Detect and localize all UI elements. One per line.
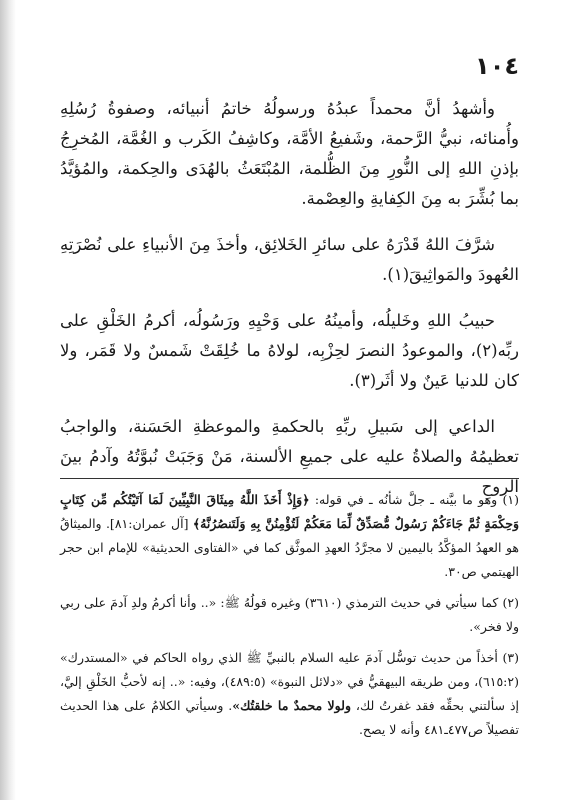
paragraph-1: وأشهدُ أنَّ محمداً عبدُهُ ورسولُهُ خاتمُ أنبيائه، وصفوةُ رُسُلِهِ وأُمنائه، نبيُّ الرَّحمة، وشَفيعُ الأمَّة، وكاشِفُ الكَرب و الغُمَّة، المُخرِجُ بإذنِ اللهِ إلى النُّورِ مِنَ الظُّلمة، المُبْتَعَثُ بالهُدَى والحِكمة، والمُؤيَّدُ بما بُشِّرَ به مِنَ الكِفايةِ والعِصْمة. bbox=[60, 99, 519, 208]
footnote-2: (٢) كما سيأتي في حديث الترمذي (٣٦١٠) وغيره قولُهُ ﷺ: «.. وأنا أكرمُ ولدِ آدمَ على ربي ولا فخر». bbox=[60, 595, 519, 634]
page-number: ١٠٤ bbox=[475, 52, 519, 80]
main-text bbox=[60, 94, 519, 518]
footnotes bbox=[60, 488, 519, 749]
paragraph-3: حبيبُ اللهِ وخَليلُه، وأمينُهُ على وَحْيِهِ ورَسُولُه، أكرمُ الخَلْقِ على ربِّه(٢)، والموعودُ النصرَ لحِزْبِه، لولاهُ ما خُلِقَتْ شَمسٌ ولا قَمَر، ولا كان للدنيا عَينٌ ولا أثَر(٣). bbox=[60, 311, 519, 390]
footnote-3-text: (٣) أخذاً من حديث توسُّل آدمَ عليه السلام بالنبيِّ ﷺ الذي رواه الحاكم في «المستدرك» (٦١٥:٢)، ومن طريقه البيهقيُّ في «دلائل النبوة» (٤٨٩:٥)، وفيه: «.. إنه لأحبُّ الخَلْقِ إليَّ، إذ سألتني بحقِّه فقد غفرتُ لك، bbox=[60, 650, 519, 713]
footnote-3-bold: ولولا محمدٌ ما خلقتُك» bbox=[232, 698, 351, 713]
footnote-separator bbox=[60, 478, 519, 479]
footnote-3-end: . وسيأتي الكلامُ على هذا الحديث تفصيلاً ص٤٧٧ـ٤٨١ وأنه لا يصح. bbox=[60, 698, 519, 737]
paragraph-4: الداعي إلى سَبيلِ ربِّهِ بالحكمةِ والموعظةِ الحَسَنة، والواجبُ تعظيمُهُ والصلاةُ عليه على جميعِ الألسنة، مَنْ وَجَبَتْ نُبوَّتُهُ وآدمُ بينَ الروحِ bbox=[60, 417, 519, 496]
footnote-1-rest: [آل عمران:٨١]. والميثاقُ هو العهدُ المؤكَّدُ باليمين لا مجرَّدُ العهدِ الموثَّق كما في «الفتاوى الحديثية» للإمام ابن حجر الهيتمي ص٣٠. bbox=[60, 516, 519, 579]
footnote-3 bbox=[60, 646, 519, 742]
paragraph-2: شرَّفَ اللهُ قَدْرَهُ على سائرِ الخَلائِق، وأخذَ مِنَ الأنبياءِ على نُصْرَتِهِ العُهودَ والمَواثِيقَ(١). bbox=[60, 235, 519, 284]
page-binding-shadow bbox=[0, 0, 16, 800]
footnote-1 bbox=[60, 488, 519, 584]
footnote-1-verse: ﴿وَإِذْ أَخَذَ اللَّهُ مِيثَاقَ النَّبِيِّينَ لَمَا آتَيْتُكُم مِّن كِتَابٍ وَحِكْمَةٍ ثُمَّ جَاءَكُمْ رَسُولٌ مُّصَدِّقٌ لِّمَا مَعَكُمْ لَتُؤْمِنُنَّ بِهِ وَلَتَنصُرُنَّهُ﴾ bbox=[60, 492, 520, 531]
footnote-1-intro: (١) وهو ما بيَّنه ـ جلَّ شأنُه ـ في قوله: bbox=[309, 492, 519, 507]
